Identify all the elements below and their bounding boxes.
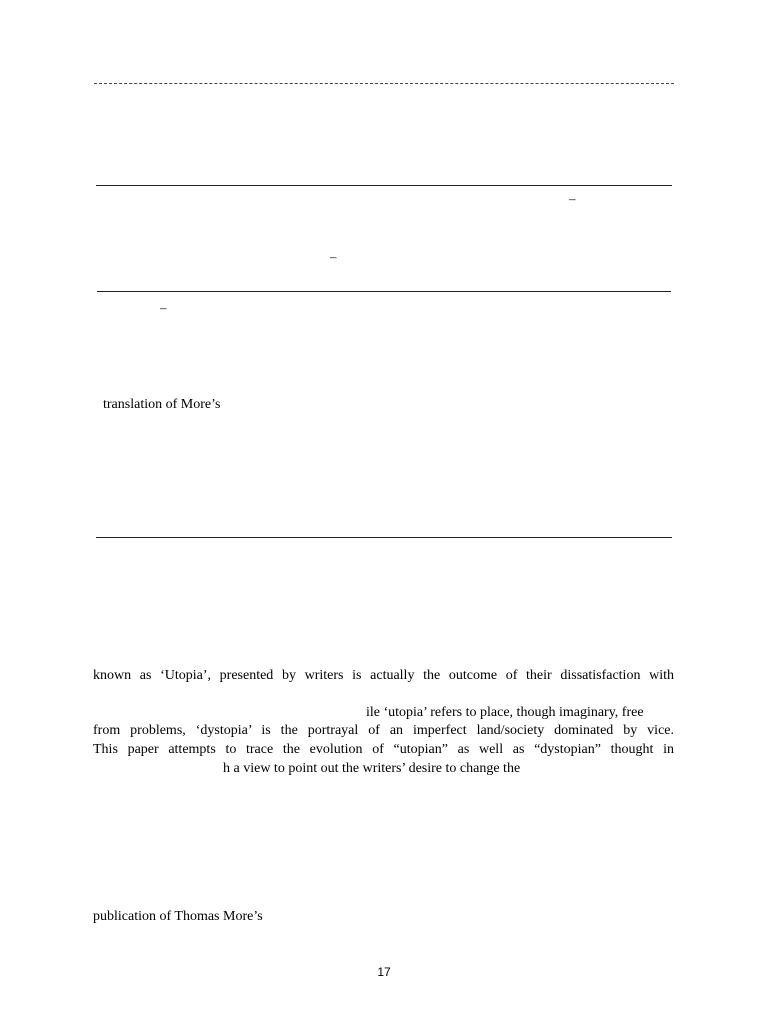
horizontal-rule-top [96, 185, 672, 186]
abstract-line: from problems, ‘dystopia’ is the portrayal of an imperfect land/society dominated by vice. [93, 723, 674, 738]
horizontal-rule-bottom [96, 537, 672, 538]
body-line: publication of Thomas More’s [93, 909, 263, 924]
dashed-separator [94, 83, 674, 84]
abstract-line: h a view to point out the writers’ desire to change the [223, 761, 521, 776]
dash-mark: – [330, 249, 337, 264]
page-number: 17 [377, 965, 391, 979]
horizontal-rule-middle [97, 291, 671, 292]
abstract-line: known as ‘Utopia’, presented by writers is actually the outcome of their dissatisfaction with [93, 668, 674, 683]
dash-mark: – [569, 191, 576, 206]
abstract-line: This paper attempts to trace the evolution of “utopian” as well as “dystopian” thought in [93, 742, 674, 757]
abstract-line: ile ‘utopia’ refers to place, though imaginary, free [366, 705, 644, 720]
text-fragment: translation of More’s [103, 397, 221, 412]
dash-mark: – [160, 300, 167, 315]
